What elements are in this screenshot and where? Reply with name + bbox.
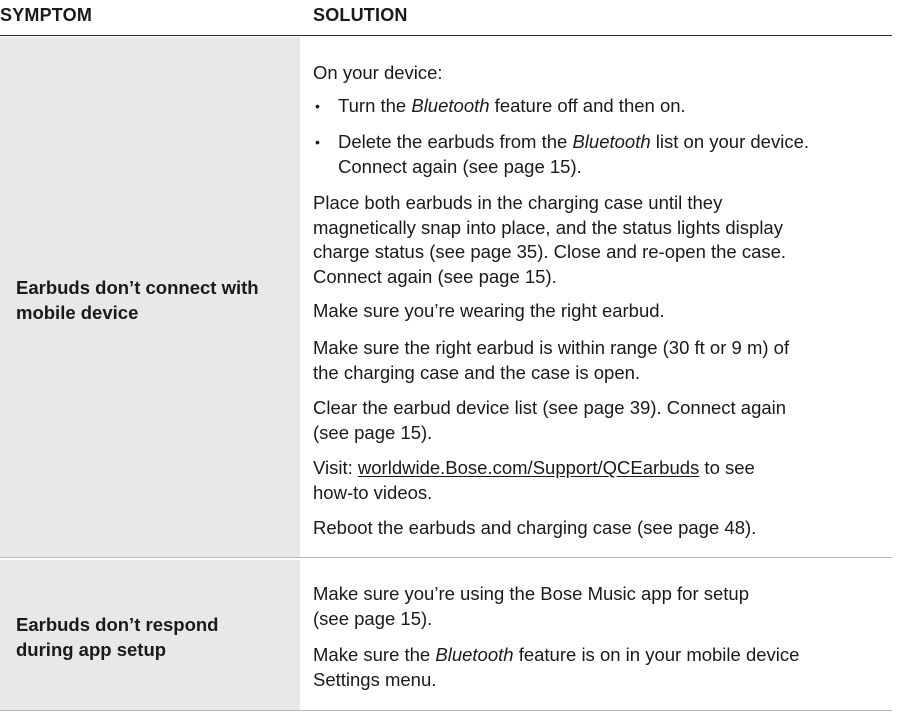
solution-text: the charging case and the case is open. — [313, 361, 641, 383]
solution-column-header: SOLUTION — [313, 5, 408, 25]
solution-bullet — [313, 130, 883, 179]
solution-paragraph — [313, 396, 883, 445]
solution-paragraph — [313, 643, 883, 692]
solution-text: Reboot the earbuds and charging case (see page 48). — [313, 517, 757, 538]
solution-paragraph — [313, 456, 883, 505]
symptom-line: Earbuds don’t connect with — [16, 277, 259, 298]
solution-paragraph — [313, 582, 883, 631]
solution-text-italic: Bluetooth — [435, 644, 514, 665]
solution-text: (see page 15). — [313, 607, 433, 629]
solution-paragraph — [313, 336, 883, 385]
solution-text: Connect again (see page 15). — [313, 265, 557, 287]
solution-text: Make sure the — [313, 644, 436, 665]
solution-text: Clear the earbud device list (see page 39). Connect again — [313, 397, 787, 418]
row-divider — [0, 557, 892, 559]
solution-text: Settings menu. — [313, 668, 437, 690]
symptom-cell — [0, 37, 300, 558]
solution-text: feature is on in your mobile device — [513, 644, 800, 665]
solution-text: Place both earbuds in the charging case until they — [313, 192, 723, 213]
symptom-cell — [0, 560, 300, 711]
symptom-line: during app setup — [16, 639, 167, 660]
solution-text: (see page 15). — [313, 421, 433, 443]
solution-paragraph — [313, 191, 883, 289]
solution-text: feature off and then on. — [489, 95, 686, 116]
solution-text: charge status (see page 35). Close and re-open the case. — [313, 241, 787, 262]
symptom-column-header: SYMPTOM — [0, 5, 93, 25]
table-header — [0, 0, 892, 36]
row-divider — [0, 710, 892, 712]
solution-bullet — [313, 94, 883, 119]
symptom-line: Earbuds don’t respond — [16, 614, 219, 635]
solution-text: Visit: — [313, 457, 358, 478]
solution-paragraph — [313, 516, 883, 541]
solution-text: Make sure the right earbud is within range (30 ft or 9 m) of — [313, 337, 790, 358]
symptom-text — [16, 275, 259, 325]
bullet-icon: • — [315, 98, 320, 114]
solution-text: Make sure you’re using the Bose Music app for setup — [313, 583, 750, 604]
support-link[interactable]: worldwide.Bose.com/Support/QCEarbuds — [357, 457, 700, 478]
bullet-icon: • — [315, 134, 320, 150]
solution-text: Make sure you’re wearing the right earbud. — [313, 300, 665, 321]
solution-text: Delete the earbuds from the — [338, 131, 573, 152]
solution-text-italic: Bluetooth — [411, 95, 490, 116]
solution-paragraph — [313, 299, 883, 324]
solution-text: magnetically snap into place, and the status lights display — [313, 216, 783, 238]
solution-text-italic: Bluetooth — [572, 131, 651, 152]
solution-text: Connect again (see page 15). — [338, 155, 582, 177]
solution-intro — [313, 61, 883, 86]
solution-text: list on your device. — [650, 131, 810, 152]
symptom-text — [16, 612, 218, 662]
solution-text: Turn the — [338, 95, 412, 116]
symptom-line: mobile device — [16, 302, 139, 323]
solution-text: how-to videos. — [313, 481, 433, 503]
solution-text: to see — [699, 457, 755, 478]
solution-text: On your device: — [313, 62, 443, 83]
